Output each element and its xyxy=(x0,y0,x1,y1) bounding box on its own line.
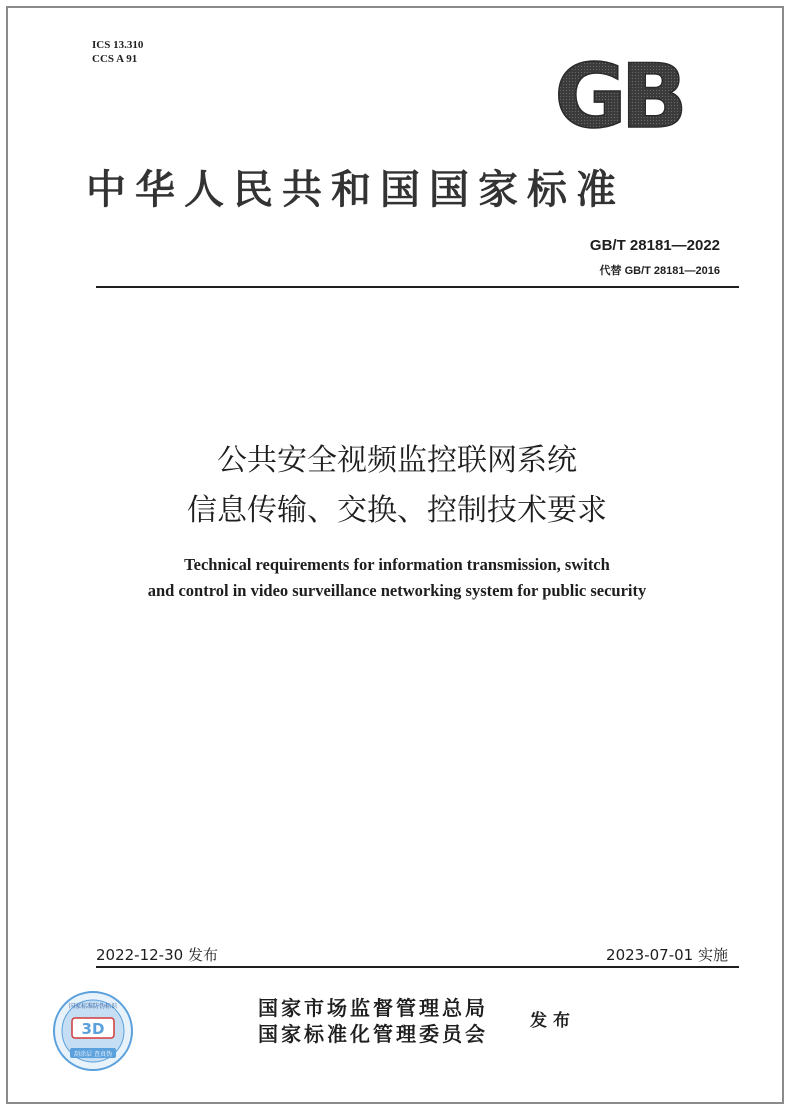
seal-top-text: 国家标准防伪标识 xyxy=(68,1003,118,1010)
anti-counterfeit-seal-icon xyxy=(52,990,134,1072)
title-en-line1: Technical requirements for information transmission, switch xyxy=(184,555,610,574)
gb-logo xyxy=(538,53,698,133)
ics-code: ICS 13.310 xyxy=(92,39,144,51)
ccs-code: CCS A 91 xyxy=(92,53,138,65)
issuer-samr: 国家市场监督管理总局 xyxy=(258,996,488,1020)
replaces-standard: 代替 GB/T 28181—2016 xyxy=(599,265,720,277)
standard-number: GB/T 28181—2022 xyxy=(589,237,720,254)
gb-logo-text: GB xyxy=(554,53,682,133)
implement-date: 2023-07-01 实施 xyxy=(606,946,728,964)
national-standard-title: 中华人民共和国国家标准 xyxy=(86,167,625,213)
issue-date: 2022-12-30 发布 xyxy=(96,946,218,964)
seal-bottom-text: 刮涂层 查真伪 xyxy=(74,1051,112,1058)
issuer-sac: 国家标准化管理委员会 xyxy=(258,1022,488,1046)
title-cn-line1: 公共安全视频监控联网系统 xyxy=(217,443,577,478)
document-page xyxy=(6,6,784,1104)
classification-codes xyxy=(92,38,143,66)
svg-text:3D: 3D xyxy=(81,1020,105,1038)
footer-divider xyxy=(96,966,739,968)
title-en-line2: and control in video surveillance networking system for public security xyxy=(147,581,647,600)
publish-label: 发布 xyxy=(530,1011,576,1031)
title-cn-line2: 信息传输、交换、控制技术要求 xyxy=(187,493,607,528)
header-divider xyxy=(96,286,739,288)
